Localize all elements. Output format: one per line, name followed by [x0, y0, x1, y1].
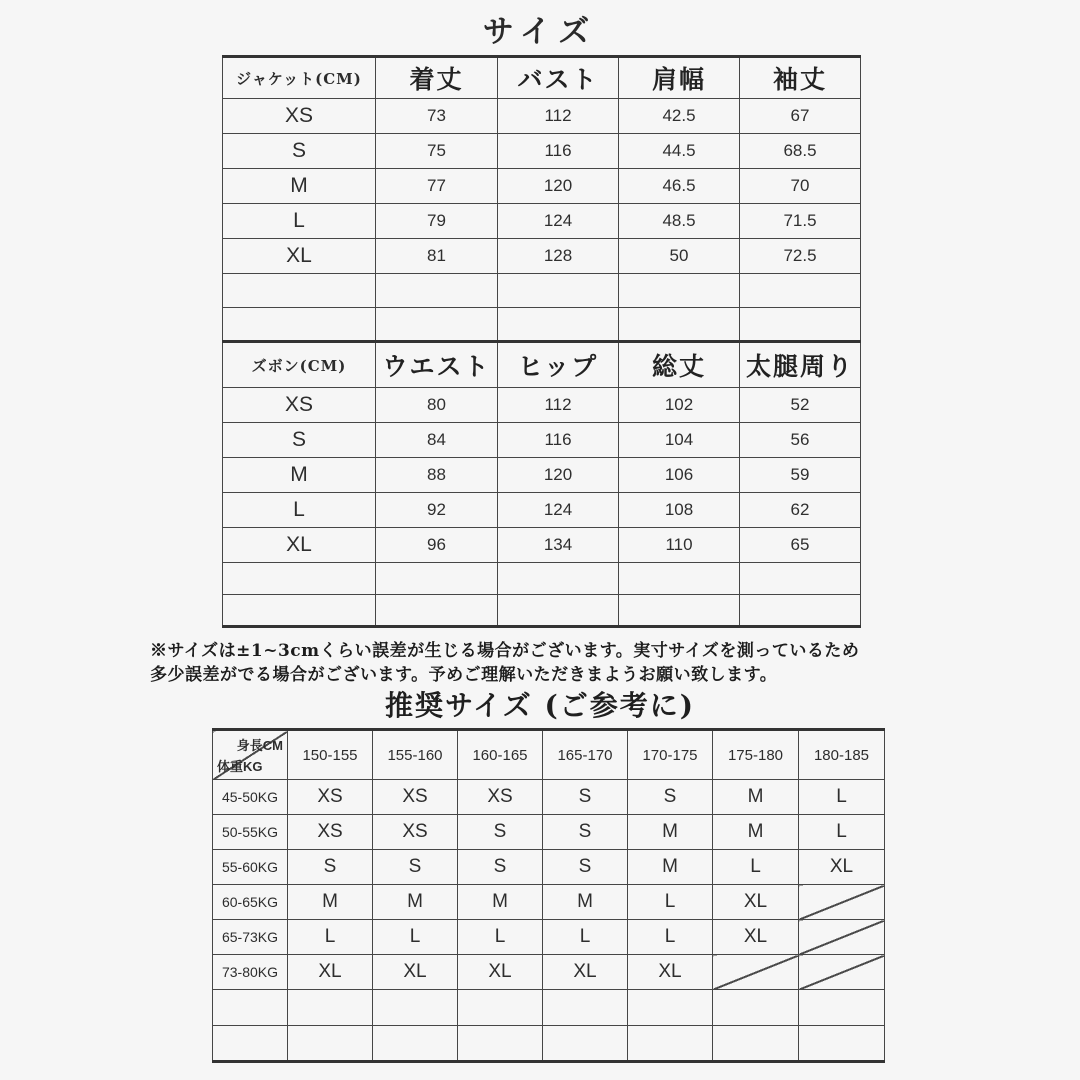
recommended-size: M [373, 885, 458, 920]
empty-cell [223, 595, 376, 627]
recommended-size: XL [288, 955, 373, 990]
empty-cell [740, 308, 861, 342]
jacket-value: 50 [619, 239, 740, 274]
recommended-size: XS [288, 815, 373, 850]
empty-cell [619, 308, 740, 342]
jacket-empty-row [223, 274, 861, 308]
recommended-size: S [373, 850, 458, 885]
recommend-row-65-73 [213, 920, 885, 955]
empty-cell [713, 1026, 799, 1062]
jacket-value: 128 [498, 239, 619, 274]
pants-col-header: 総丈 [619, 342, 740, 388]
empty-cell [458, 990, 543, 1026]
height-range-header: 165-170 [543, 730, 628, 780]
height-range-header: 175-180 [713, 730, 799, 780]
empty-cell [543, 990, 628, 1026]
pants-value: 124 [498, 493, 619, 528]
recommended-size: L [543, 920, 628, 955]
pants-value: 96 [376, 528, 498, 563]
recommended-size: XS [373, 815, 458, 850]
jacket-value: 68.5 [740, 134, 861, 169]
jacket-row-l [223, 204, 861, 239]
pants-col-header: ヒップ [498, 342, 619, 388]
height-range-header: 170-175 [628, 730, 713, 780]
pants-row-xs [223, 388, 861, 423]
note-line: 多少誤差がでる場合がございます。予めご理解いただきまようお願い致します。 [150, 665, 778, 685]
pants-value: 56 [740, 423, 861, 458]
recommend-row-73-80 [213, 955, 885, 990]
jacket-header-row [223, 57, 861, 99]
recommended-size: M [288, 885, 373, 920]
weight-axis-label: 体重KG [217, 759, 263, 774]
garment-size-table [222, 55, 861, 628]
jacket-value: 75 [376, 134, 498, 169]
pants-size-label: XS [223, 388, 376, 423]
jacket-size-label: S [223, 134, 376, 169]
empty-cell [376, 595, 498, 627]
pants-value: 84 [376, 423, 498, 458]
empty-cell [543, 1026, 628, 1062]
jacket-corner-label: ジャケット(CM) [223, 57, 376, 99]
pants-value: 62 [740, 493, 861, 528]
recommended-size: L [288, 920, 373, 955]
pants-col-header: 太腿周り [740, 342, 861, 388]
pants-value: 134 [498, 528, 619, 563]
note-line: ※サイズは±1~3cmくらい誤差が生じる場合がございます。実寸サイズを測っているため [150, 641, 860, 661]
empty-cell [288, 990, 373, 1026]
jacket-size-label: M [223, 169, 376, 204]
recommend-row-50-55 [213, 815, 885, 850]
pants-value: 52 [740, 388, 861, 423]
recommended-size: L [628, 885, 713, 920]
page-title: サイズ [482, 14, 598, 50]
jacket-value: 124 [498, 204, 619, 239]
pants-value: 102 [619, 388, 740, 423]
pants-value: 116 [498, 423, 619, 458]
recommended-size: L [373, 920, 458, 955]
height-weight-corner-cell [213, 730, 288, 780]
jacket-value: 46.5 [619, 169, 740, 204]
empty-cell [223, 308, 376, 342]
recommended-size: L [799, 815, 885, 850]
recommended-size: XL [713, 885, 799, 920]
empty-cell [713, 990, 799, 1026]
recommended-size: XL [628, 955, 713, 990]
height-range-header: 155-160 [373, 730, 458, 780]
empty-cell [619, 274, 740, 308]
empty-cell [740, 274, 861, 308]
weight-range-label: 73-80KG [213, 955, 288, 990]
empty-cell [628, 990, 713, 1026]
pants-value: 65 [740, 528, 861, 563]
jacket-value: 48.5 [619, 204, 740, 239]
empty-cell [628, 1026, 713, 1062]
empty-cell [458, 1026, 543, 1062]
recommended-size: S [628, 780, 713, 815]
jacket-col-header: 肩幅 [619, 57, 740, 99]
weight-range-label: 55-60KG [213, 850, 288, 885]
pants-header-row [223, 342, 861, 388]
empty-cell [498, 595, 619, 627]
recommended-size: S [543, 850, 628, 885]
jacket-row-xs [223, 99, 861, 134]
empty-cell [619, 563, 740, 595]
recommended-size: M [713, 815, 799, 850]
pants-value: 59 [740, 458, 861, 493]
pants-col-header: ウエスト [376, 342, 498, 388]
jacket-size-label: XS [223, 99, 376, 134]
jacket-col-header: 着丈 [376, 57, 498, 99]
jacket-size-label: XL [223, 239, 376, 274]
empty-cell [740, 563, 861, 595]
recommended-size: S [458, 815, 543, 850]
recommend-header-row [213, 730, 885, 780]
recommended-size: XL [713, 920, 799, 955]
pants-row-xl [223, 528, 861, 563]
recommended-size: XS [288, 780, 373, 815]
pants-value: 104 [619, 423, 740, 458]
pants-value: 112 [498, 388, 619, 423]
jacket-value: 44.5 [619, 134, 740, 169]
jacket-value: 79 [376, 204, 498, 239]
jacket-value: 120 [498, 169, 619, 204]
height-range-header: 150-155 [288, 730, 373, 780]
jacket-value: 70 [740, 169, 861, 204]
jacket-col-header: バスト [498, 57, 619, 99]
not-available-cell [799, 920, 885, 955]
empty-cell [213, 1026, 288, 1062]
recommend-empty-row [213, 1026, 885, 1062]
recommended-size: XL [458, 955, 543, 990]
empty-cell [373, 1026, 458, 1062]
weight-range-label: 45-50KG [213, 780, 288, 815]
pants-empty-row [223, 563, 861, 595]
empty-cell [799, 990, 885, 1026]
recommended-size: M [628, 815, 713, 850]
pants-size-label: L [223, 493, 376, 528]
weight-range-label: 65-73KG [213, 920, 288, 955]
recommend-empty-row [213, 990, 885, 1026]
empty-cell [376, 308, 498, 342]
empty-cell [288, 1026, 373, 1062]
pants-size-label: M [223, 458, 376, 493]
recommended-size: M [458, 885, 543, 920]
recommended-size: XL [373, 955, 458, 990]
empty-cell [376, 563, 498, 595]
pants-size-label: XL [223, 528, 376, 563]
pants-row-l [223, 493, 861, 528]
pants-empty-row [223, 595, 861, 627]
recommended-size: L [713, 850, 799, 885]
jacket-value: 71.5 [740, 204, 861, 239]
jacket-value: 81 [376, 239, 498, 274]
jacket-value: 77 [376, 169, 498, 204]
empty-cell [373, 990, 458, 1026]
recommended-size: M [543, 885, 628, 920]
recommended-size: S [543, 815, 628, 850]
recommended-size: S [543, 780, 628, 815]
empty-cell [799, 1026, 885, 1062]
pants-row-m [223, 458, 861, 493]
jacket-value: 116 [498, 134, 619, 169]
recommended-size: S [458, 850, 543, 885]
recommended-size-title: 推奨サイズ (ご参考に) [384, 689, 695, 722]
jacket-row-s [223, 134, 861, 169]
empty-cell [498, 274, 619, 308]
jacket-row-xl [223, 239, 861, 274]
empty-cell [498, 308, 619, 342]
height-axis-label: 身長CM [236, 738, 283, 753]
pants-value: 92 [376, 493, 498, 528]
not-available-cell [799, 885, 885, 920]
recommended-size: XS [373, 780, 458, 815]
weight-range-label: 50-55KG [213, 815, 288, 850]
recommended-size-table [212, 728, 885, 1063]
empty-cell [223, 563, 376, 595]
jacket-empty-row [223, 308, 861, 342]
size-tolerance-note [150, 639, 950, 687]
recommend-row-60-65 [213, 885, 885, 920]
recommended-size: S [288, 850, 373, 885]
jacket-value: 42.5 [619, 99, 740, 134]
recommended-size: XL [799, 850, 885, 885]
jacket-value: 72.5 [740, 239, 861, 274]
jacket-value: 67 [740, 99, 861, 134]
recommended-size: L [799, 780, 885, 815]
recommended-size: XS [458, 780, 543, 815]
pants-value: 80 [376, 388, 498, 423]
jacket-row-m [223, 169, 861, 204]
empty-cell [376, 274, 498, 308]
pants-value: 108 [619, 493, 740, 528]
recommended-size: M [713, 780, 799, 815]
not-available-cell [799, 955, 885, 990]
jacket-col-header: 袖丈 [740, 57, 861, 99]
pants-value: 88 [376, 458, 498, 493]
not-available-cell [713, 955, 799, 990]
pants-corner-label: ズボン(CM) [223, 342, 376, 388]
jacket-value: 112 [498, 99, 619, 134]
recommend-row-45-50 [213, 780, 885, 815]
recommended-size: L [628, 920, 713, 955]
empty-cell [213, 990, 288, 1026]
pants-size-label: S [223, 423, 376, 458]
empty-cell [498, 563, 619, 595]
pants-row-s [223, 423, 861, 458]
pants-value: 120 [498, 458, 619, 493]
recommended-size: L [458, 920, 543, 955]
jacket-value: 73 [376, 99, 498, 134]
pants-value: 106 [619, 458, 740, 493]
empty-cell [740, 595, 861, 627]
recommended-size: XL [543, 955, 628, 990]
jacket-size-label: L [223, 204, 376, 239]
empty-cell [223, 274, 376, 308]
pants-value: 110 [619, 528, 740, 563]
height-range-header: 180-185 [799, 730, 885, 780]
empty-cell [619, 595, 740, 627]
recommend-row-55-60 [213, 850, 885, 885]
recommended-size: M [628, 850, 713, 885]
weight-range-label: 60-65KG [213, 885, 288, 920]
height-range-header: 160-165 [458, 730, 543, 780]
